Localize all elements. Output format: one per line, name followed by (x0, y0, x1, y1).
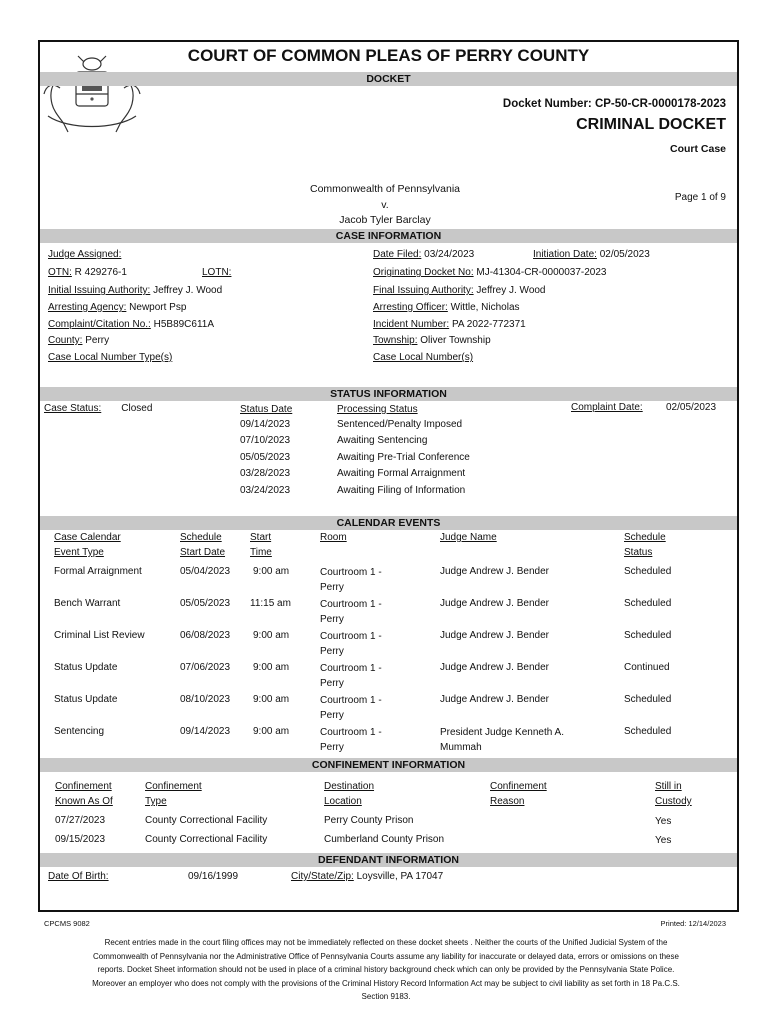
cal-header-event-2: Event Type (54, 547, 104, 558)
conf-header-custody-2: Custody (655, 796, 692, 807)
cal-header-start-2: Time (250, 547, 272, 558)
status-info-bar: STATUS INFORMATION (40, 387, 737, 401)
court-title: COURT OF COMMON PLEAS OF PERRY COUNTY (187, 46, 590, 65)
case-type: Court Case (669, 143, 726, 155)
page-number: Page 1 of 9 (674, 192, 726, 203)
county-row: County: Perry (48, 335, 110, 346)
complaint-date-label: Complaint Date: (571, 402, 643, 413)
arresting-agency-row: Arresting Agency: Newport Psp (48, 302, 187, 313)
cal-header-sched-2: Start Date (180, 547, 226, 558)
otn-row: OTN: R 429276-1 (48, 267, 127, 278)
city-state-zip-row: City/State/Zip: Loysville, PA 17047 (291, 871, 444, 882)
printed-date: Printed: 12/14/2023 (660, 919, 726, 928)
conf-header-known-1: Confinement (55, 781, 112, 792)
arresting-officer-row: Arresting Officer: Wittle, Nicholas (373, 302, 520, 313)
conf-header-reason-2: Reason (490, 796, 525, 807)
caption-defendant: Jacob Tyler Barclay (339, 214, 431, 226)
township-row: Township: Oliver Township (373, 335, 491, 346)
docket-type: CRIMINAL DOCKET (576, 116, 726, 133)
lotn-label: LOTN: (202, 267, 232, 278)
complaint-date: 02/05/2023 (666, 402, 717, 413)
confinement-info-bar: CONFINEMENT INFORMATION (40, 758, 737, 772)
judge-label: Judge Assigned: (48, 249, 122, 260)
case-info-bar: CASE INFORMATION (40, 229, 737, 243)
conf-header-reason-1: Confinement (490, 781, 547, 792)
local-number-type-label: Case Local Number Type(s) (48, 352, 173, 363)
calendar-events-bar: CALENDAR EVENTS (40, 516, 737, 530)
cal-header-room: Room (320, 532, 347, 543)
conf-header-type-1: Confinement (145, 781, 202, 792)
initiation-row: Initiation Date: 02/05/2023 (533, 249, 650, 260)
initial-authority-row: Initial Issuing Authority: Jeffrey J. Wood (48, 285, 223, 296)
final-authority-row: Final Issuing Authority: Jeffrey J. Wood (373, 285, 546, 296)
cal-header-sched-1: Schedule (180, 532, 222, 543)
disclaimer-text: Recent entries made in the court filing offices may not be immediately reflected on these docket sheets . Neither the courts of the Unified Judicial System of the Commonwealth of Pennsylvania nor the Administrative Office of Pennsylvania Courts assume any liability for inaccurate or delayed data, errors or omissions on these reports. Docket Sheet information should not be used in place of a criminal history background check which can only be provided by the Pennsylvania State Police. Moreover an employer who does not comply with the provisions of the Criminal History Record Information Act may be subject to civil liability as set forth in 18 Pa.C.S. Section 9183. (92, 938, 680, 1002)
dob-label: Date Of Birth: (48, 871, 109, 882)
case-status-row: Case Status: Closed (44, 403, 153, 414)
cal-header-status-2: Status (624, 547, 653, 558)
conf-header-dest-2: Location (324, 796, 362, 807)
conf-header-custody-1: Still in (655, 781, 682, 792)
dob-value: 09/16/1999 (188, 871, 239, 882)
caption-versus: v. (381, 199, 389, 211)
processing-status-header: Processing Status (337, 404, 418, 415)
cal-header-event-1: Case Calendar (54, 532, 121, 543)
form-number: CPCMS 9082 (44, 919, 90, 928)
date-filed-row: Date Filed: 03/24/2023 (373, 249, 475, 260)
conf-header-known-2: Known As Of (55, 796, 113, 807)
local-number-label: Case Local Number(s) (373, 352, 474, 363)
cal-header-status-1: Schedule (624, 532, 666, 543)
conf-header-dest-1: Destination (324, 781, 375, 792)
docket-bar: DOCKET (40, 72, 737, 86)
conf-header-type-2: Type (145, 796, 167, 807)
caption-plaintiff: Commonwealth of Pennsylvania (310, 183, 460, 195)
status-date-header: Status Date (240, 404, 293, 415)
docket-number: Docket Number: CP-50-CR-0000178-2023 (502, 98, 726, 110)
incident-row: Incident Number: PA 2022-772371 (373, 319, 526, 330)
cal-header-start-1: Start (250, 532, 272, 543)
citation-row: Complaint/Citation No.: H5B89C611A (48, 319, 215, 330)
defendant-info-bar: DEFENDANT INFORMATION (40, 853, 737, 867)
cal-header-judge: Judge Name (440, 532, 497, 543)
orig-docket-row: Originating Docket No: MJ-41304-CR-0000037-2023 (373, 267, 607, 278)
